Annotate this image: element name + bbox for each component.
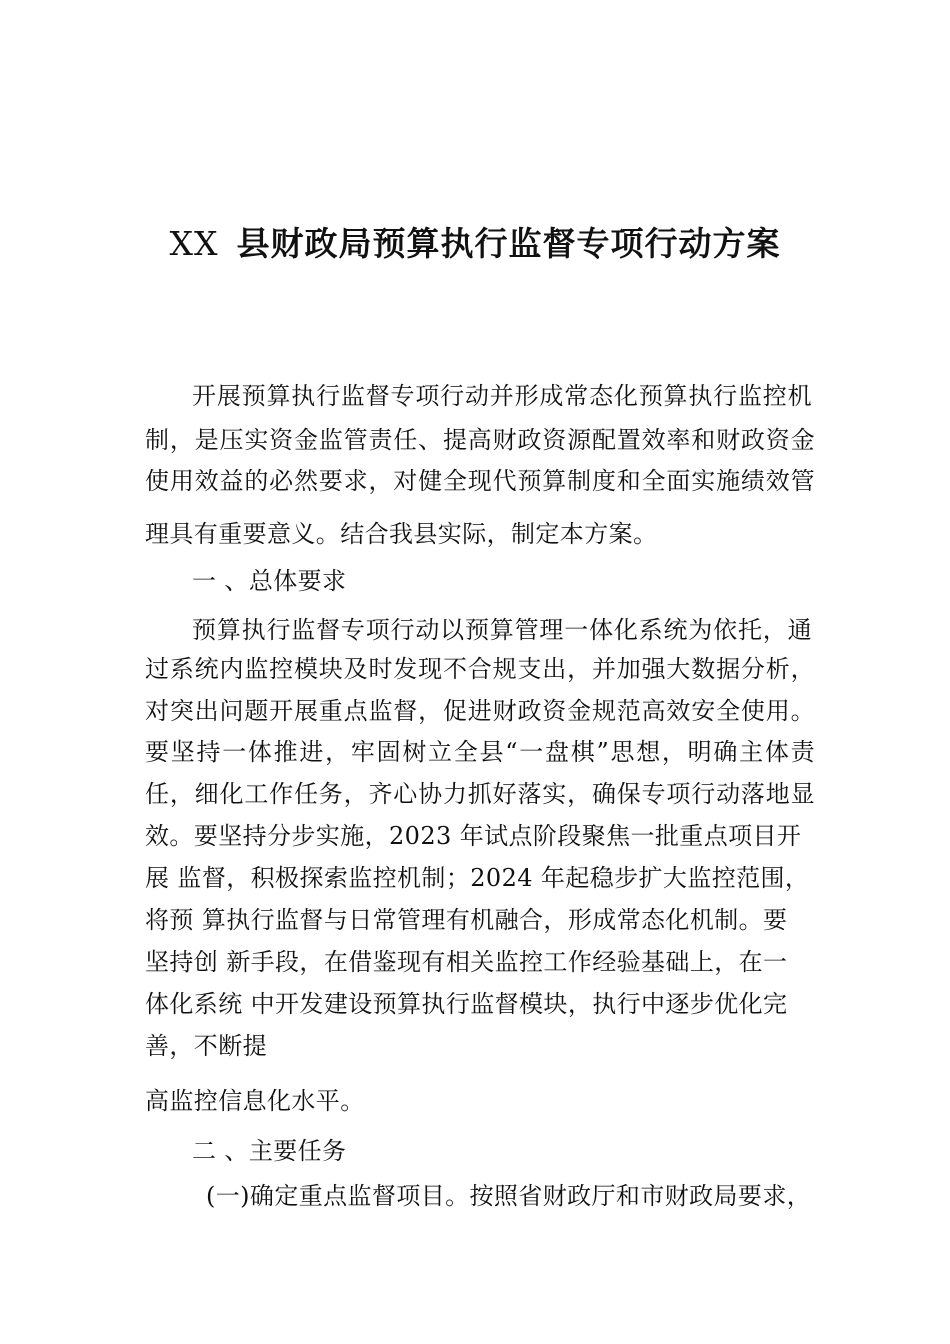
paragraph-line: 高监控信息化水平。 [145,1087,365,1115]
paragraph-line: 坚持创 新手段，在借鉴现有相关监控工作经验基础上，在一 [145,948,788,976]
paragraph-line: 体化系统 中开发建设预算执行监督模块，执行中逐步优化完 [145,990,788,1018]
section-heading: 一 、总体要求 [192,567,347,595]
paragraph-line: 使用效益的必然要求，对健全现代预算制度和全面实施绩效管 [145,467,815,495]
paragraph-line: 对突出问题开展重点监督，促进财政资金规范高效安全使用。 [145,697,815,725]
paragraph-line: 预算执行监督专项行动以预算管理一体化系统为依托，通 [192,616,812,644]
paragraph-line: (一)确定重点监督项目。按照省财政厅和市财政局要求， [206,1182,812,1210]
paragraph-line: 展 监督，积极探索监控机制；2024 年起稳步扩大监控范围， [145,864,810,892]
paragraph-line: 理具有重要意义。结合我县实际，制定本方案。 [145,520,658,548]
title-main: 县财政局预算执行监督专项行动方案 [236,224,781,263]
section-heading: 二 、主要任务 [192,1137,347,1165]
paragraph-line: 善，不断提 [145,1032,267,1060]
paragraph-line: 将预 算执行监督与日常管理有机融合，形成常态化机制。要 [145,906,788,934]
paragraph-line: 要坚持一体推进，牢固树立全县“一盘棋”思想，明确主体责 [145,738,815,766]
paragraph-line: 效。要坚持分步实施，2023 年试点阶段聚焦一批重点项目开 [145,822,802,850]
paragraph-line: 开展预算执行监督专项行动并形成常态化预算执行监控机 [192,382,812,410]
paragraph-line: 任，细化工作任务，齐心协力抓好落实，确保专项行动落地显 [145,780,815,808]
paragraph-line: 制，是压实资金监管责任、提高财政资源配置效率和财政资金 [145,426,815,454]
document-title [0,218,950,265]
paragraph-line: 过系统内监控模块及时发现不合规支出，并加强大数据分析， [145,655,815,683]
title-prefix: XX [169,224,219,263]
